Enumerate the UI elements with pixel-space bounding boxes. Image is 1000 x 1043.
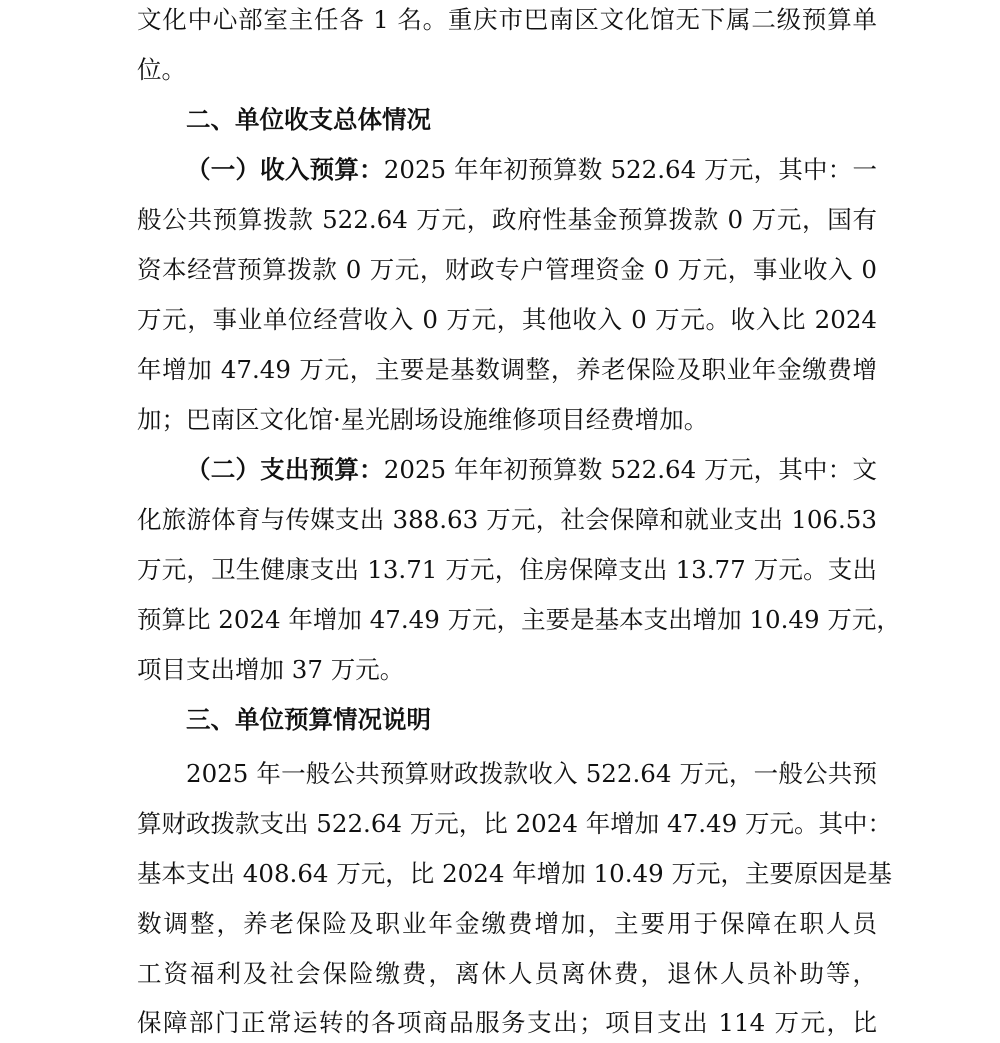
income-label: （一）收入预算： (186, 155, 384, 184)
section-heading: 三、单位预算情况说明 (186, 705, 431, 734)
text-line: 位。 (137, 55, 186, 84)
expense-label: （二）支出预算： (186, 455, 384, 484)
income-text: 2025 年年初预算数 522.64 万元，其中：一 (383, 155, 877, 184)
text-line: 预算比 2024 年增加 47.49 万元，主要是基本支出增加 10.49 万元， (137, 605, 901, 634)
text-line: 化旅游体育与传媒支出 388.63 万元，社会保障和就业支出 106.53 (137, 505, 877, 534)
text-line: 基本支出 408.64 万元，比 2024 年增加 10.49 万元，主要原因是基 (137, 859, 892, 888)
text-line: 项目支出增加 37 万元。 (137, 655, 405, 684)
text-line (186, 150, 877, 190)
section-heading: 二、单位收支总体情况 (186, 105, 431, 134)
text-line: 年增加 47.49 万元，主要是基数调整，养老保险及职业年金缴费增 (137, 355, 877, 384)
text-line: 文化中心部室主任各 1 名。重庆市巴南区文化馆无下属二级预算单 (137, 5, 877, 34)
text-line: 资本经营预算拨款 0 万元，财政专户管理资金 0 万元，事业收入 0 (137, 255, 877, 284)
text-line: 万元，事业单位经营收入 0 万元，其他收入 0 万元。收入比 2024 (137, 305, 877, 334)
text-line (186, 450, 877, 490)
text-line: 算财政拨款支出 522.64 万元，比 2024 年增加 47.49 万元。其中： (137, 809, 892, 838)
text-line: 数调整，养老保险及职业年金缴费增加，主要用于保障在职人员 (137, 909, 877, 938)
text-line: 般公共预算拨款 522.64 万元，政府性基金预算拨款 0 万元，国有 (137, 205, 877, 234)
text-line: 万元，卫生健康支出 13.71 万元，住房保障支出 13.77 万元。支出 (137, 555, 877, 584)
expense-text: 2025 年年初预算数 522.64 万元，其中：文 (383, 455, 877, 484)
text-line: 工资福利及社会保险缴费，离休人员离休费，退休人员补助等， (137, 959, 877, 988)
text-line: 保障部门正常运转的各项商品服务支出；项目支出 114 万元，比 (137, 1008, 877, 1037)
text-line: 2025 年一般公共预算财政拨款收入 522.64 万元，一般公共预 (186, 759, 877, 788)
text-line: 加；巴南区文化馆·星光剧场设施维修项目经费增加。 (137, 405, 709, 434)
